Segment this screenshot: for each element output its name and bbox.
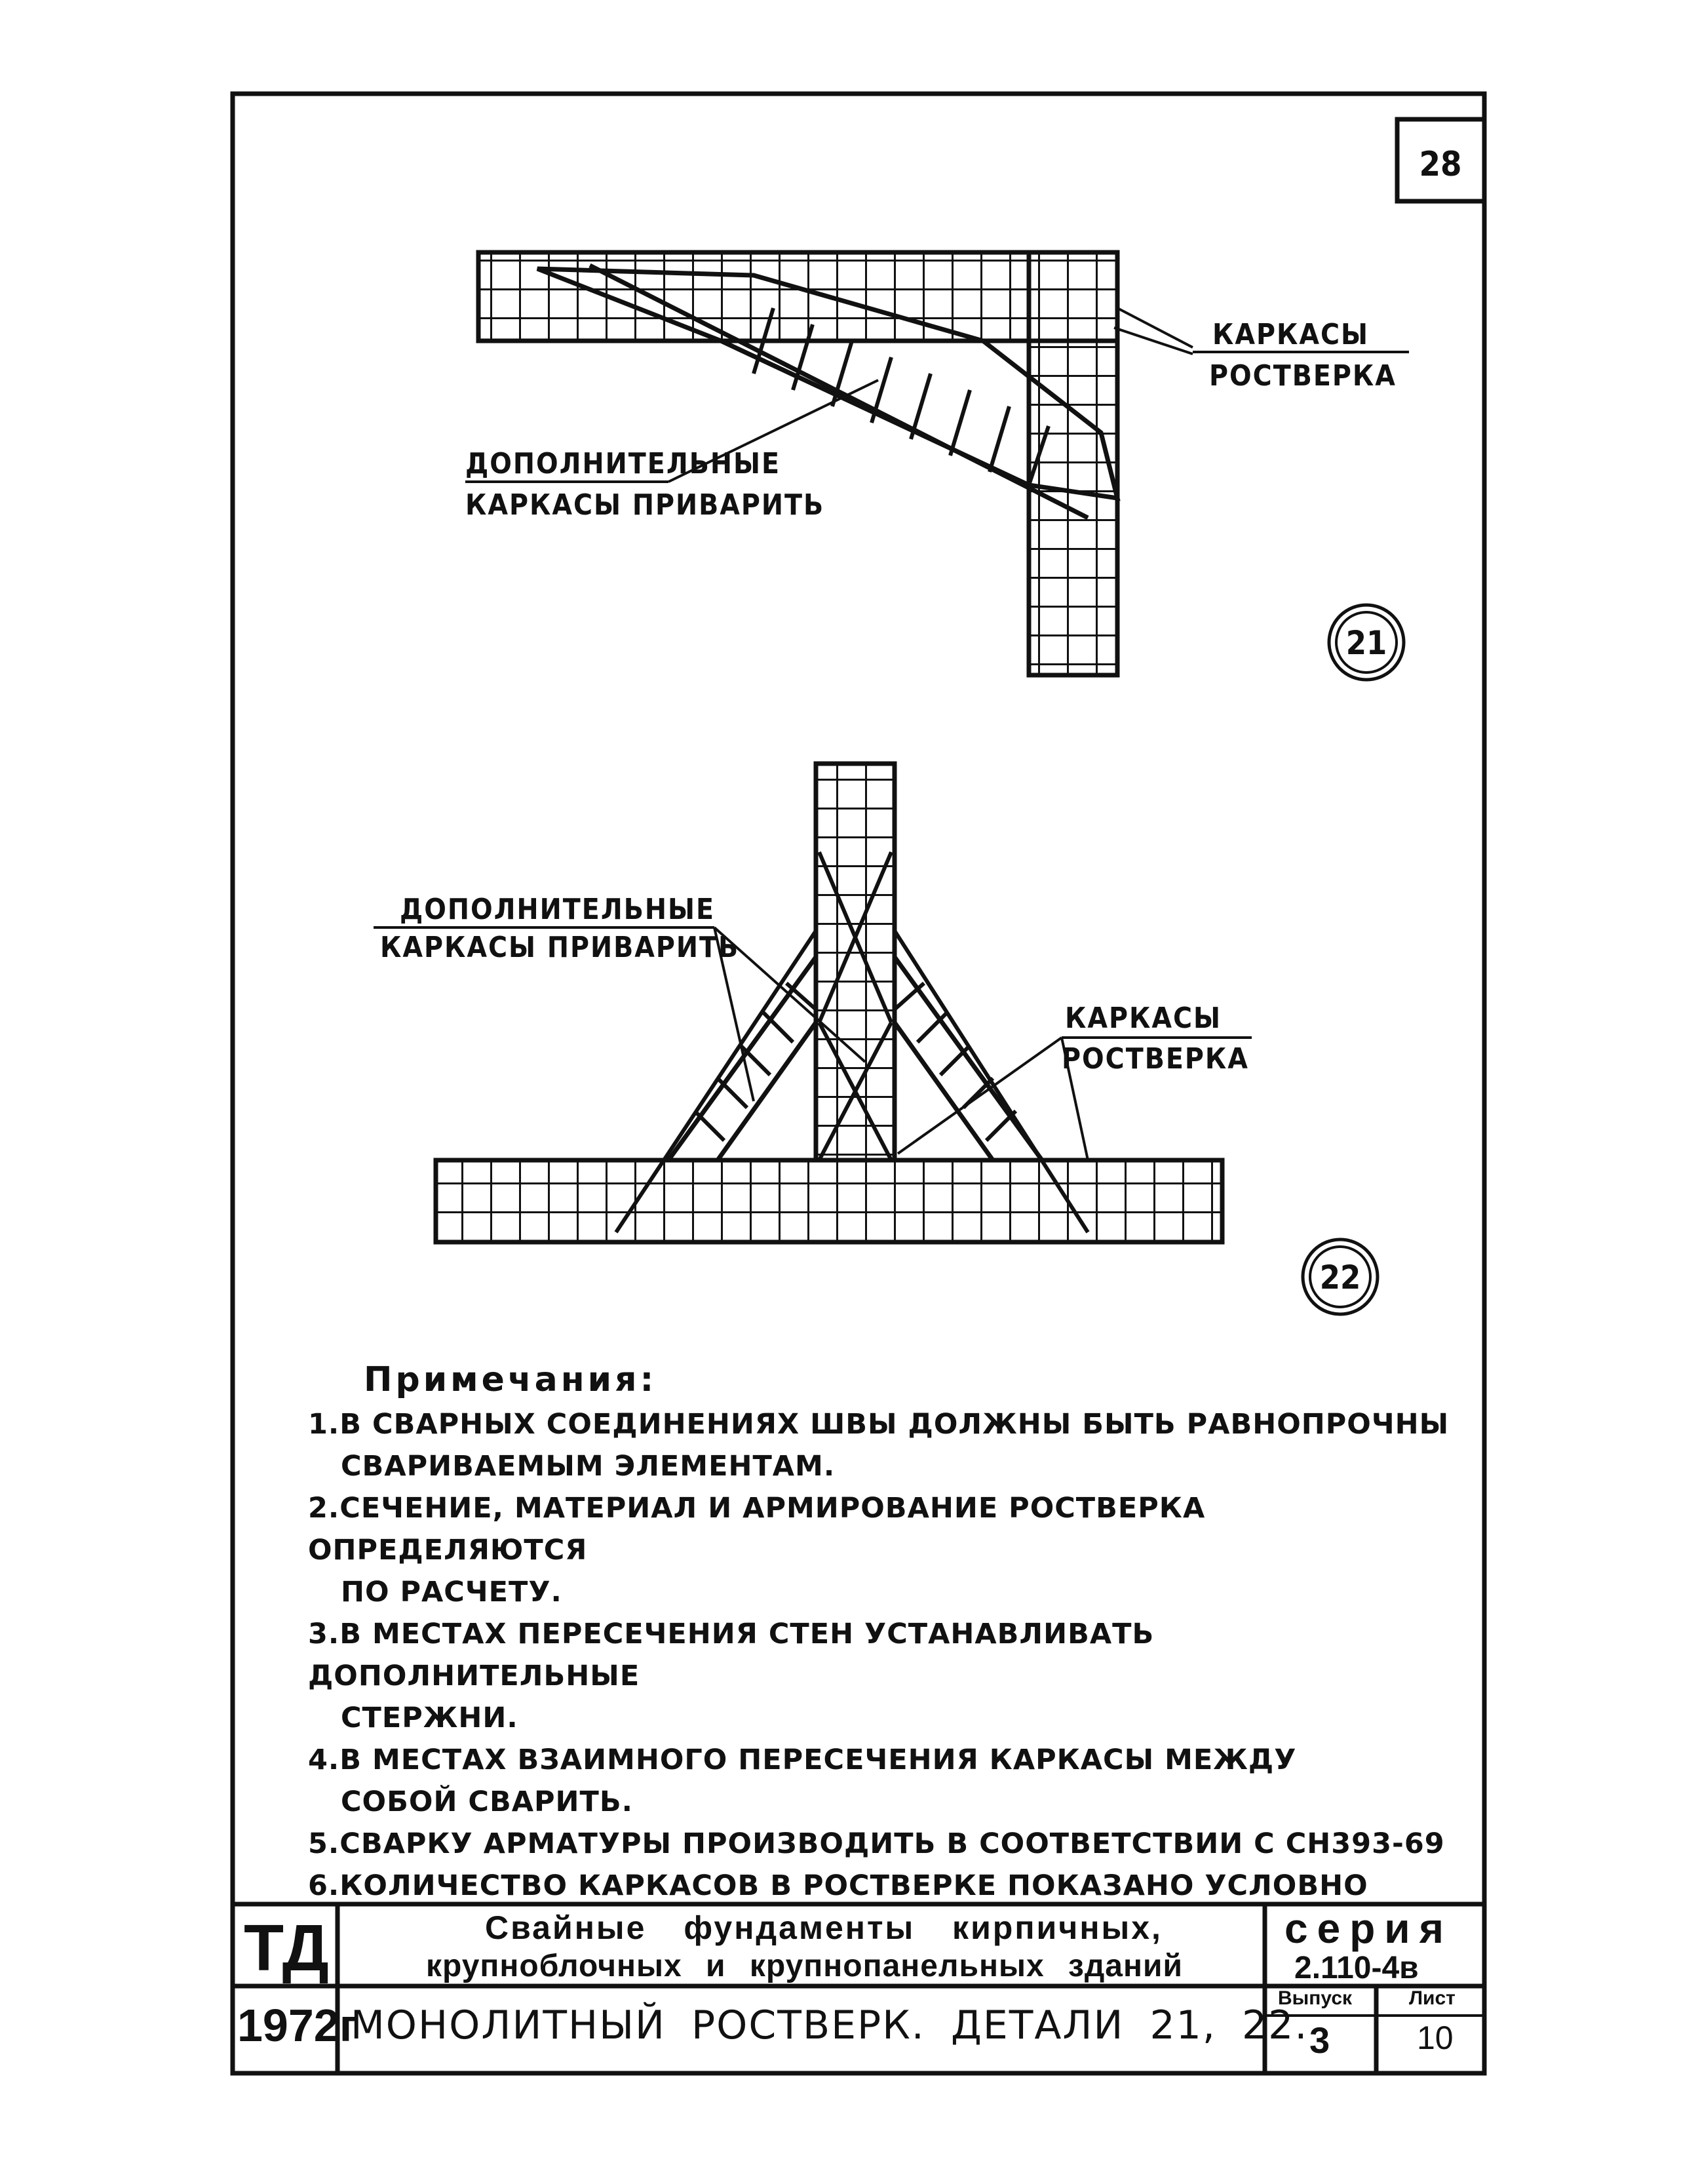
detail-22-frames-label-1: КАРКАСЫ: [1065, 1002, 1222, 1035]
detail-21-frames-label-1: КАРКАСЫ: [1212, 318, 1370, 351]
svg-text:22: 22: [1319, 1258, 1361, 1297]
note-1: 1.В СВАРНЫХ СОЕДИНЕНИЯХ ШВЫ ДОЛЖНЫ БЫТЬ РАВНОПРОЧНЫ СВАРИВАЕМЫМ ЭЛЕМЕНТАМ.: [308, 1408, 1450, 1483]
sheet-number-box: [1397, 119, 1484, 201]
detail-21-marker: [1329, 605, 1404, 680]
tb-issue-label: Выпуск: [1278, 1987, 1353, 2009]
tb-series-label: серия: [1284, 1905, 1453, 1952]
tb-title-line2: крупноблочных и крупнопанельных зданий: [426, 1949, 1184, 1983]
detail-22-extra-label-2: КАРКАСЫ ПРИВАРИТЬ: [380, 931, 740, 964]
tb-subtitle: МОНОЛИТНЫЙ РОСТВЕРК. ДЕТАЛИ 21, 22.: [351, 2002, 1309, 2048]
tb-org: ТД: [244, 1911, 329, 1985]
note-4: 4.В МЕСТАХ ВЗАИМНОГО ПЕРЕСЕЧЕНИЯ КАРКАСЫ МЕЖДУ СОБОЙ СВАРИТЬ.: [308, 1744, 1297, 1818]
beam-base: [436, 1160, 1222, 1242]
note-6: 6.КОЛИЧЕСТВО КАРКАСОВ В РОСТВЕРКЕ ПОКАЗАНО УСЛОВНО: [308, 1869, 1368, 1902]
tb-title-line1: Свайные фундаменты кирпичных,: [485, 1909, 1163, 1946]
detail-21-frames-label-2: РОСТВЕРКА: [1209, 359, 1397, 393]
note-3: 3.В МЕСТАХ ПЕРЕСЕЧЕНИЯ СТЕН УСТАНАВЛИВАТЬ ДОПОЛНИТЕЛЬНЫЕ СТЕРЖНИ.: [308, 1618, 1155, 1734]
tb-sheet-label: Лист: [1409, 1987, 1456, 2009]
notes: [308, 1360, 1475, 1907]
detail-22-marker: [1303, 1239, 1378, 1314]
tb-year: 1972г: [237, 2000, 358, 2051]
detail-22-extra-label-1: ДОПОЛНИТЕЛЬНЫЕ: [400, 893, 716, 926]
svg-text:21: 21: [1345, 624, 1387, 662]
beam-stem: [816, 764, 895, 1160]
note-2: 2.СЕЧЕНИЕ, МАТЕРИАЛ И АРМИРОВАНИЕ РОСТВЕРКА ОПРЕДЕЛЯЮТСЯ ПО РАСЧЕТУ.: [308, 1492, 1206, 1609]
detail-21-extra-label-2: КАРКАСЫ ПРИВАРИТЬ: [465, 488, 825, 522]
notes-title: Примечания:: [364, 1360, 657, 1399]
tb-issue-value: 3: [1309, 2019, 1330, 2061]
detail-22-frames-label-2: РОСТВЕРКА: [1062, 1042, 1249, 1076]
beam-vertical: [1029, 252, 1117, 675]
leader-frames-22a: [898, 1038, 1062, 1154]
note-5: 5.СВАРКУ АРМАТУРЫ ПРОИЗВОДИТЬ В СООТВЕТСТВИИ С СН393-69: [308, 1827, 1445, 1860]
tb-sheet-value: 10: [1417, 2019, 1454, 2056]
beam-horizontal: [478, 252, 1117, 341]
sheet-number: 28: [1419, 145, 1462, 184]
tb-series-value: 2.110-4в: [1294, 1951, 1419, 1985]
detail-21-extra-label-1: ДОПОЛНИТЕЛЬНЫЕ: [465, 447, 781, 480]
